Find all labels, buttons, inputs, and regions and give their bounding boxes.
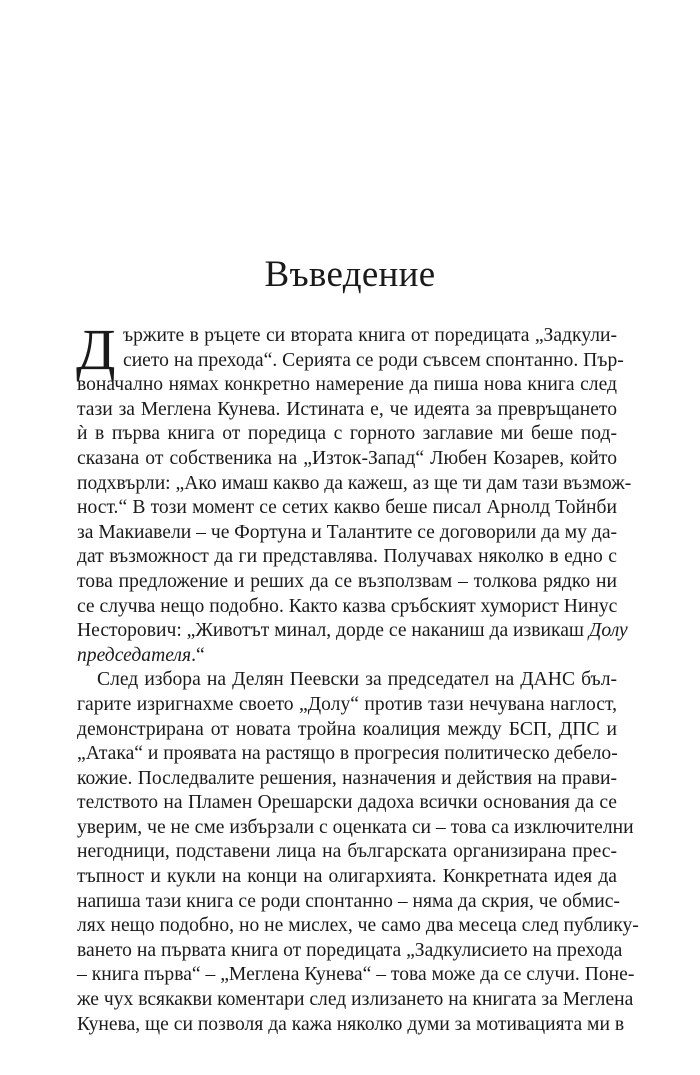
body-text [76, 317, 639, 1037]
text-line: „Атака“ и проявата на растящо в прогресия политическо дебело- [77, 743, 618, 765]
text-line: телството на Пламен Орешарски дадоха всички основания да се [77, 792, 617, 814]
text-line: гарите изригнахме своето „Долу“ против тази нечувана наглост, [77, 693, 617, 715]
text-line: След избора на Делян Пеевски за председател на ДАНС бъл- [97, 669, 617, 691]
text-segment: Несторович: „Животът минал, дорде се наканиш да извикаш [77, 620, 589, 642]
text-line: ност.“ В този момент се сетих какво беше писал Арнолд Тойнби [77, 497, 617, 519]
text-line: уверим, че не сме избързали с оценката си – това са изключителни [77, 816, 634, 838]
text-line: подхвърли: „Ако имаш какво да кажеш, аз ще ти дам тази възмож- [77, 472, 632, 494]
text-line: воначално нямах конкретно намерение да пиша нова книга след [77, 374, 617, 396]
text-line: демонстрирана от новата тройна коалиция между БСП, ДПС и [77, 718, 617, 740]
text-segment: .“ [191, 644, 205, 666]
text-line: напиша тази книга се роди спонтанно – няма да скрия, че обмис- [77, 890, 620, 912]
text-line: се случва нещо подобно. Както казва сръбският хуморист Нинус [77, 595, 618, 617]
text-line: лях нещо подобно, но не мислех, че само два месеца след публику- [77, 915, 639, 937]
text-line: ването на първата книга от поредицата „Задкулисието на прехода [77, 939, 623, 961]
text-line: ѝ в първа книга от поредица с горното заглавие ми беше под- [77, 423, 617, 445]
text-line: тъпност и кукли на конци на олигархията. Конкретната идея да [77, 866, 617, 888]
text-line [77, 644, 617, 669]
text-line: тази за Меглена Кунева. Истината е, че идеята за превръщането [77, 398, 617, 420]
text-line: ържите в ръцете си втората книга от поредицата „Задкули- [123, 325, 617, 346]
text-line: това предложение и реших да се възползвам – толкова рядко ни [77, 570, 617, 592]
text-line: же чух всякакви коментари след излизането на книгата за Меглена [77, 989, 634, 1011]
text-line: сието на прехода“. Серията се роди съвсем спонтанно. Пър- [123, 349, 624, 371]
text-line: дат възможност да ги представлява. Получавах няколко в едно с [77, 546, 617, 568]
text-line: Кунева, ще си позволя да кажа няколко думи за мотивацията ми в [77, 1013, 625, 1035]
text-line: – книга първа“ – „Меглена Кунева“ – това може да се случи. Поне- [77, 964, 635, 986]
text-line: сказана от собственика на „Изток-Запад“ Любен Козарев, който [77, 447, 617, 469]
chapter-title: Въведение [264, 254, 436, 295]
text-line: негодници, подставени лица на българската организирана прес- [77, 841, 617, 863]
italic-text: Долу [588, 620, 628, 642]
text-line: кожие. Последвалите решения, назначения и действия на прави- [77, 767, 617, 789]
italic-text: председателя [77, 644, 192, 666]
text-line [77, 619, 628, 644]
text-line: за Макиавели – че Фортуна и Талантите се договорили да му да- [77, 521, 618, 543]
drop-cap: Д [76, 317, 116, 382]
